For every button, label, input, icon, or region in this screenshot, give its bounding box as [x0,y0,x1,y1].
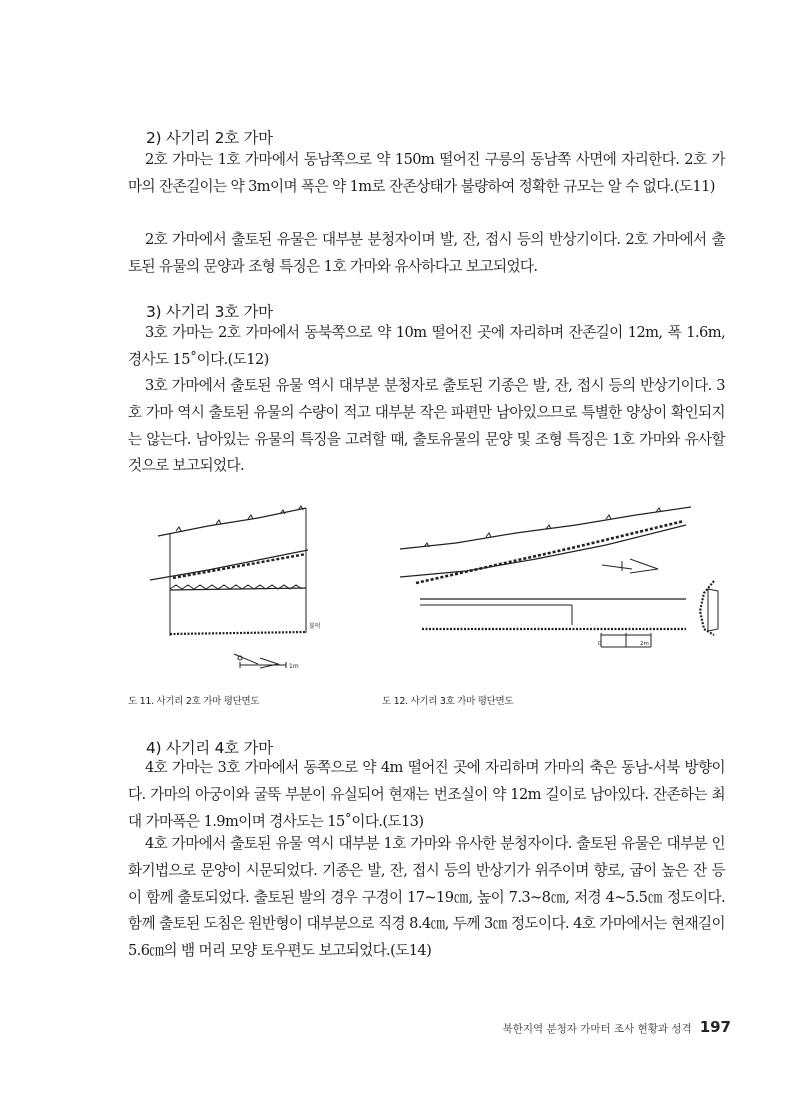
figure-12-scale-label: 2m [640,641,649,647]
section-heading-kiln-2: 2) 사기리 2호 가마 [146,129,273,147]
paragraph: 4호 가마에서 출토된 유물 역시 대부분 1호 가마와 유사한 분청자이다. 출토된 유물은 대부분 인화기법으로 문양이 시문되었다. 기종은 발, 잔, 접시 등의 반상기가 위주이며 향로, 굽이 높은 잔 등이 함께 출토되었다. 출토된 발의 경우 구경이 17~19㎝, 높이 7.3~8㎝, 저경 4~5.5㎝ 정도이다. 함께 출토된 도침은 원반형이 대부분으로 직경 8.4㎝, 두께 3㎝ 정도이다. 4호 가마에서는 현재길이 5.6㎝의 뱀 머리 모양 토우편도 보고되었다.(도14) [128,835,725,960]
page-number: 197 [699,1018,731,1036]
paragraph: 3호 가마는 2호 가마에서 동북쪽으로 약 10m 떨어진 곳에 자리하며 잔존길이 12m, 폭 1.6m, 경사도 15˚이다.(도12) [128,324,725,368]
running-head: 북한지역 분청자 가마터 조사 현황과 성격 [502,1023,692,1035]
figure-12-caption: 도 12. 사기리 3호 가마 평단면도 [382,696,514,707]
section-heading-kiln-3: 3) 사기리 3호 가마 [146,303,273,321]
figure-11-caption: 도 11. 사기리 2호 가마 평단면도 [128,696,260,707]
page-footer [503,1018,731,1036]
paragraph: 2호 가마에서 출토된 유물은 대부분 분청자이며 발, 잔, 접시 등의 반상기이다. 2호 가마에서 출토된 유물의 문양과 조형 특징은 1호 가마와 유사하다고 보고되었다. [128,231,725,275]
paragraph: 3호 가마에서 출토된 유물 역시 대부분 분청자로 출토된 기종은 발, 잔, 접시 등의 반상기이다. 3호 가마 역시 출토된 유물의 수량이 적고 대부분 작은 파편만 남아있으므로 특별한 양상이 확인되지는 않는다. 남아있는 유물의 특징을 고려할 때, 출토유물의 문양 및 조형 특징은 1호 가마와 유사할 것으로 보고되었다. [128,377,725,475]
figure-11-scale-label: 1m [289,663,299,670]
figure-11-side-label: 불턱 [309,623,321,630]
figure-12-kiln-plan-section [396,495,726,665]
paragraph: 4호 가마는 3호 가마에서 동쪽으로 약 4m 떨어진 곳에 자리하며 가마의 축은 동남-서북 방향이다. 가마의 아궁이와 굴뚝 부분이 유실되어 현재는 번조실이 약 12m 길이로 남아있다. 잔존하는 최대 가마폭은 1.9m이며 경사도는 15˚이다.(도13) [128,759,725,830]
section-heading-kiln-4: 4) 사기리 4호 가마 [146,739,273,757]
figure-12-scale-zero: 0 [598,641,602,647]
figure-11-kiln-plan-section [148,498,328,678]
paragraph: 2호 가마는 1호 가마에서 동남쪽으로 약 150m 떨어진 구릉의 동남쪽 사면에 자리한다. 2호 가마의 잔존길이는 약 3m이며 폭은 약 1m로 잔존상태가 불량하여 정확한 규모는 알 수 없다.(도11) [128,151,725,195]
